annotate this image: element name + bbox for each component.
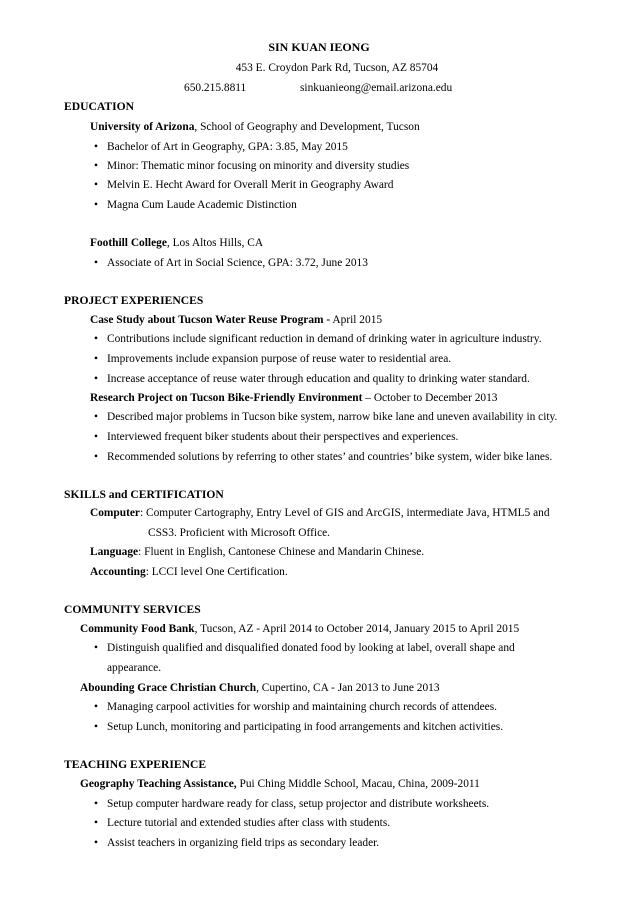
list-item: • Contributions include significant reduction in demand of drinking water in agriculture industry. [94,333,542,345]
school-detail: , Los Altos Hills, CA [166,237,264,249]
position-name: Geography Teaching Assistance, [80,778,237,790]
list-item: • Associate of Art in Social Science, GPA: 3.72, June 2013 [94,257,368,269]
list-item: • Bachelor of Art in Geography, GPA: 3.85, May 2015 [94,141,348,153]
org-name: Abounding Grace Christian Church [80,682,257,694]
list-item: • Magna Cum Laude Academic Distinction [94,199,297,211]
bullet-icon: • [94,451,98,463]
bullet-icon: • [94,431,98,443]
list-item: • Assist teachers in organizing field trips as secondary leader. [94,837,380,849]
school-detail: , School of Geography and Development, Tucson [194,121,420,133]
skill-text: : LCCI level One Certification. [145,566,288,578]
skill-label: Computer [90,507,140,519]
bullet-icon: • [94,721,98,733]
list-item: • Recommended solutions by referring to other states’ and countries’ bike system, wider bike lanes. [94,451,553,463]
list-item: • Interviewed frequent biker students about their perspectives and experiences. [94,431,459,443]
bullet-icon: • [94,160,98,172]
school-foothill-college [90,237,263,249]
list-item: • Setup computer hardware ready for class, setup projector and distribute worksheets. [94,798,490,810]
org-detail: , Tucson, AZ - April 2014 to October 2014, January 2015 to April 2015 [194,623,520,635]
bullet-icon: • [94,642,98,654]
project-date: April 2015 [330,314,383,326]
section-education-title: EDUCATION [64,100,134,113]
list-item-cont: appearance. [107,662,162,674]
section-community-title: COMMUNITY SERVICES [64,603,201,616]
bullet-icon: • [94,798,98,810]
skill-computer-cont: CSS3. Proficient with Microsoft Office. [148,527,331,539]
skill-language [90,546,424,558]
bullet-icon: • [94,199,98,211]
list-item: • Minor: Thematic minor focusing on minority and diversity studies [94,160,410,172]
email: sinkuanieong@email.arizona.edu [300,82,453,94]
section-skills-title: SKILLS and CERTIFICATION [64,488,224,501]
bullet-icon: • [94,179,98,191]
bullet-icon: • [94,817,98,829]
project-water-reuse [90,314,382,326]
section-teaching-title: TEACHING EXPERIENCE [64,758,207,771]
project-name: Research Project on Tucson Bike-Friendly Environment [90,392,363,404]
position-detail: Pui Ching Middle School, Macau, China, 2009-2011 [236,778,480,790]
bullet-icon: • [94,411,98,423]
org-food-bank [80,623,519,635]
school-university-of-arizona [90,121,420,133]
list-item: • Distinguish qualified and disqualified donated food by looking at label, overall shape and [94,642,515,654]
bullet-icon: • [94,837,98,849]
project-date: – October to December 2013 [362,392,498,404]
section-projects-title: PROJECT EXPERIENCES [64,294,204,307]
list-item: • Lecture tutorial and extended studies after class with students. [94,817,391,829]
list-item: • Described major problems in Tucson bike system, narrow bike lane and uneven availability in city. [94,411,558,423]
list-item: • Melvin E. Hecht Award for Overall Merit in Geography Award [94,179,394,191]
list-item: • Setup Lunch, monitoring and participating in food arrangements and kitchen activities. [94,721,504,733]
skill-text: : Computer Cartography, Entry Level of GIS and ArcGIS, intermediate Java, HTML5 and [139,507,550,519]
skill-label: Language [90,546,139,558]
bullet-icon: • [94,701,98,713]
contact-line [184,82,484,94]
org-abounding-grace [80,682,440,694]
skill-computer [90,507,550,519]
phone: 650.215.8811 [184,82,247,94]
bullet-icon: • [94,141,98,153]
skill-text: : Fluent in English, Cantonese Chinese and Mandarin Chinese. [138,546,425,558]
teaching-position [80,778,480,790]
bullet-icon: • [94,353,98,365]
bullet-icon: • [94,257,98,269]
org-name: Community Food Bank [80,623,195,635]
list-item: • Increase acceptance of reuse water through education and quality to drinking water standard. [94,373,530,385]
school-name: University of Arizona [90,121,195,133]
address: 453 E. Croydon Park Rd, Tucson, AZ 85704 [235,62,439,74]
candidate-name: SIN KUAN IEONG [268,40,370,54]
list-item: • Managing carpool activities for worship and maintaining church records of attendees. [94,701,498,713]
skill-label: Accounting [90,566,146,578]
project-name: Case Study about Tucson Water Reuse Program - [90,314,331,326]
skill-accounting [90,566,288,578]
project-bike-friendly [90,392,498,404]
list-item: • Improvements include expansion purpose of reuse water to residential area. [94,353,452,365]
school-name: Foothill College [90,237,167,249]
bullet-icon: • [94,333,98,345]
bullet-icon: • [94,373,98,385]
org-detail: , Cupertino, CA - Jan 2013 to June 2013 [256,682,440,694]
